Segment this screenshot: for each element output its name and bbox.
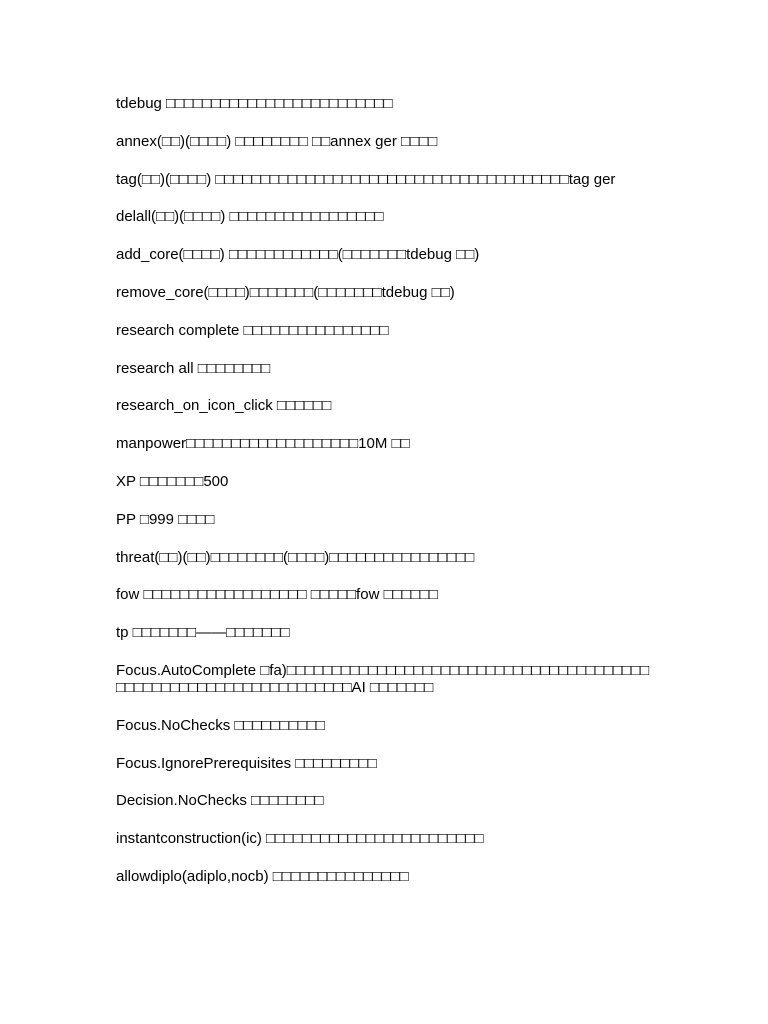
text-line: Focus.IgnorePrerequisites □□□□□□□□□ [116, 754, 377, 772]
text-line: Focus.AutoComplete □fa)□□□□□□□□□□□□□□□□□□□□□□□□□□□□□□□□□□□□□□□□□□□□□□□□□□□□□□□□□□□□□□□□□□AI □□□□□□□ [116, 661, 650, 696]
text-line: research complete □□□□□□□□□□□□□□□□ [116, 321, 389, 339]
document-body [116, 95, 654, 906]
text-line: instantconstruction(ic) □□□□□□□□□□□□□□□□□□□□□□□□ [116, 830, 484, 848]
text-line: manpower□□□□□□□□□□□□□□□□□□□10M □□ [116, 435, 410, 453]
text-line: allowdiplo(adiplo,nocb) □□□□□□□□□□□□□□□ [116, 867, 409, 885]
text-line: Focus.NoChecks □□□□□□□□□□ [116, 716, 325, 734]
text-line: delall(□□)(□□□□) □□□□□□□□□□□□□□□□□ [116, 208, 384, 226]
text-line: XP □□□□□□□500 [116, 472, 229, 490]
text-line: PP □999 □□□□ [116, 510, 215, 528]
text-line: research_on_icon_click □□□□□□ [116, 397, 332, 415]
text-line: tdebug □□□□□□□□□□□□□□□□□□□□□□□□□ [116, 95, 393, 112]
text-line: research all □□□□□□□□ [116, 359, 271, 377]
text-line: threat(□□)(□□)□□□□□□□□(□□□□)□□□□□□□□□□□□□□□□ [116, 548, 475, 566]
text-line: Decision.NoChecks □□□□□□□□ [116, 792, 324, 810]
text-line: annex(□□)(□□□□) □□□□□□□□ □□annex ger □□□□ [116, 132, 438, 150]
text-line: tag(□□)(□□□□) □□□□□□□□□□□□□□□□□□□□□□□□□□□□□□□□□□□□□□□tag ger [116, 170, 616, 188]
text-line: add_core(□□□□) □□□□□□□□□□□□(□□□□□□□tdebug □□) [116, 246, 480, 264]
text-line: tp □□□□□□□——□□□□□□□ [116, 624, 290, 642]
text-line: fow □□□□□□□□□□□□□□□□□□ □□□□□fow □□□□□□ [116, 586, 438, 604]
text-line: remove_core(□□□□)□□□□□□□(□□□□□□□tdebug □□) [116, 283, 455, 301]
